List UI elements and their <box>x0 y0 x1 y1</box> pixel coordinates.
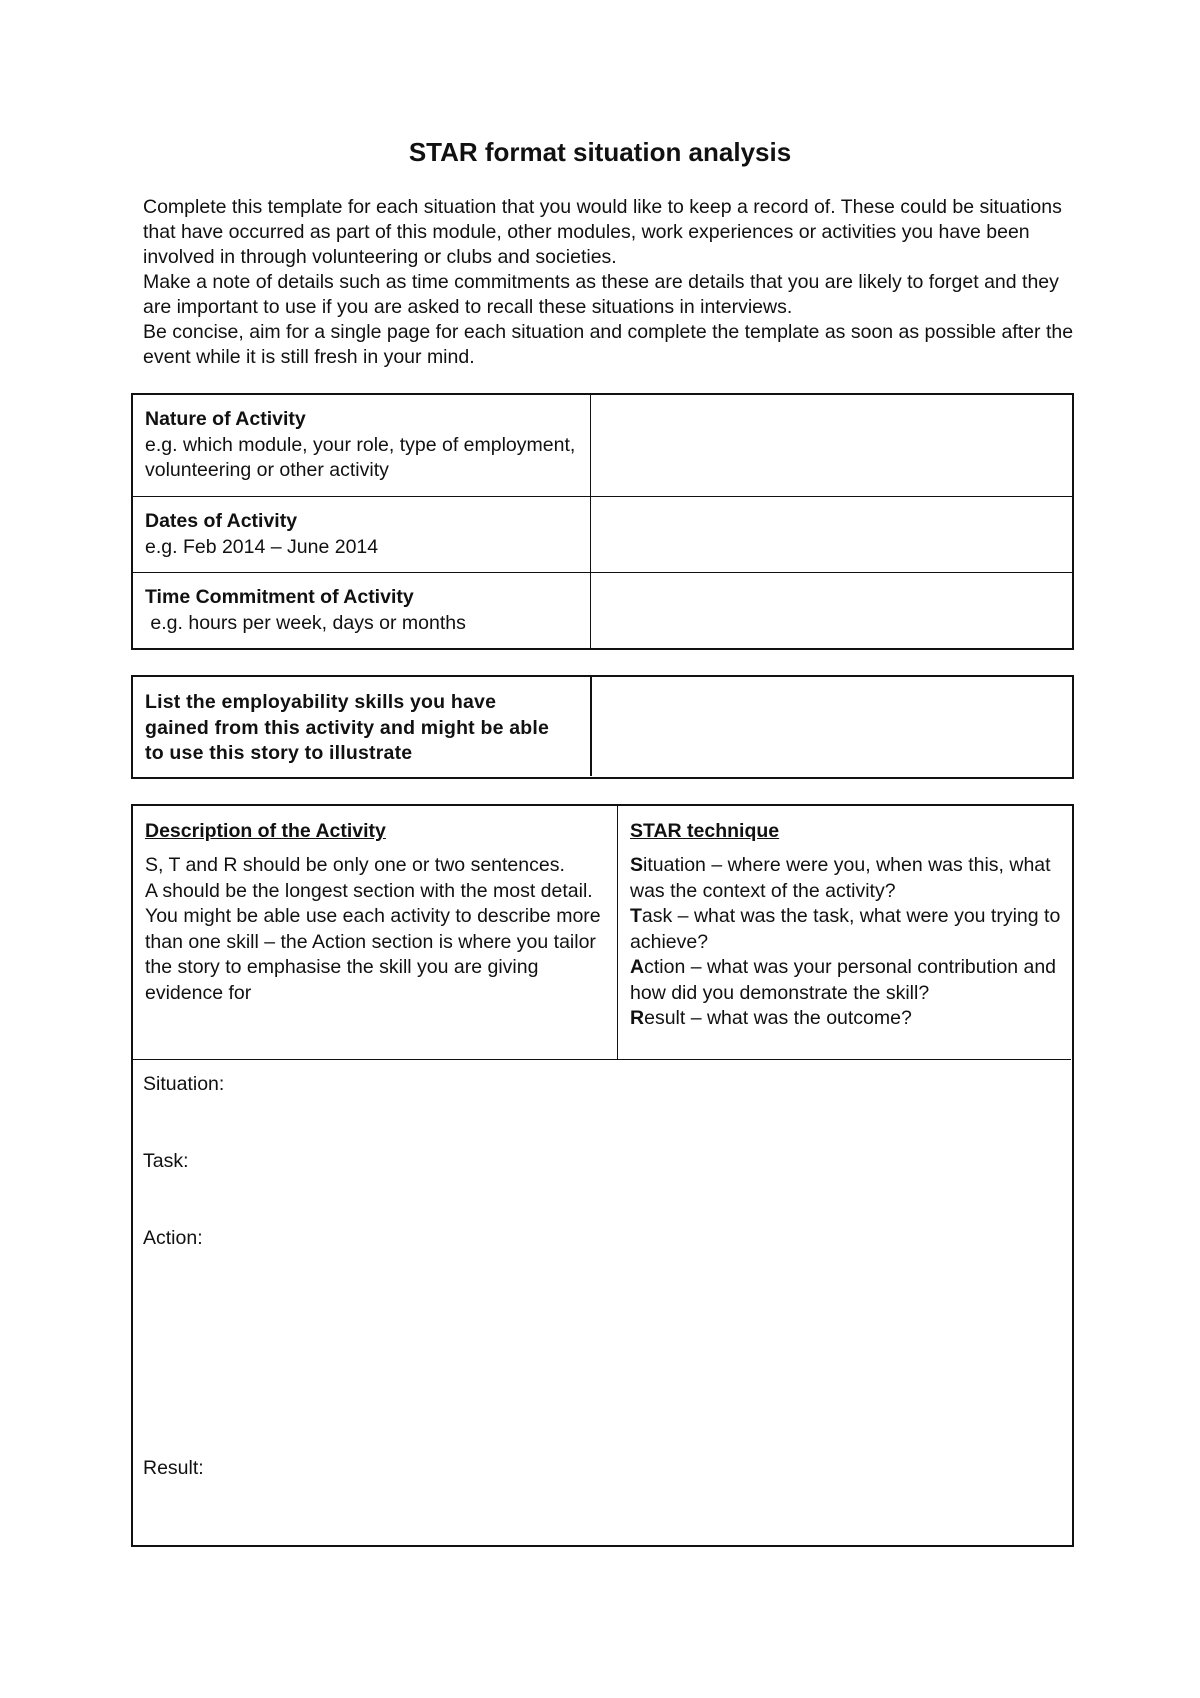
time-commitment-label <box>133 573 590 648</box>
technique-heading: STAR technique <box>630 820 780 842</box>
skills-field[interactable] <box>592 677 1071 776</box>
description-line: You might be able use each activity to describe more than one skill – the Action section is where you tailor the story to emphasise the skill you are giving evidence for <box>145 905 601 1004</box>
description-line: S, T and R should be only one or two sentences. <box>145 854 565 876</box>
intro-text <box>143 195 1083 370</box>
situation-label: Situation: <box>143 1073 225 1095</box>
technique-cell <box>630 820 1066 1032</box>
nature-of-activity-label <box>133 395 590 496</box>
dates-of-activity-label <box>133 497 590 572</box>
description-heading: Description of the Activity <box>145 820 386 842</box>
intro-paragraph: Complete this template for each situation that you would like to keep a record of. These could be situations that have occurred as part of this module, other modules, work experiences or activities you have been involved in through volunteering or clubs and societies. <box>143 196 1062 268</box>
row-hint: e.g. hours per week, days or months <box>145 611 466 634</box>
page-title: STAR format situation analysis <box>408 137 792 167</box>
row-label: Dates of Activity <box>145 510 298 532</box>
technique-item-situation: Situation – where were you, when was this, what was the context of the activity? <box>630 854 1051 902</box>
description-cell <box>145 820 613 1006</box>
skills-table <box>131 675 1074 779</box>
star-response-area[interactable] <box>133 1061 1071 1544</box>
row-label: Time Commitment of Activity <box>145 586 414 608</box>
technique-item-action: Action – what was your personal contribution and how did you demonstrate the skill? <box>630 956 1057 1004</box>
action-label: Action: <box>143 1227 203 1249</box>
dates-of-activity-field[interactable] <box>591 497 1072 572</box>
intro-paragraph: Make a note of details such as time commitments as these are details that you are likely to forget and they are important to use if you are asked to recall these situations in interviews. <box>143 271 1059 318</box>
row-label: Nature of Activity <box>145 408 306 430</box>
intro-paragraph: Be concise, aim for a single page for each situation and complete the template as soon as possible after the event while it is still fresh in your mind. <box>143 321 1074 368</box>
skills-label: List the employability skills you have gained from this activity and might be able to use this story to illustrate <box>145 691 550 764</box>
time-commitment-field[interactable] <box>591 573 1072 648</box>
row-hint: e.g. Feb 2014 – June 2014 <box>145 535 379 558</box>
result-label: Result: <box>143 1457 204 1479</box>
activity-table <box>131 393 1074 650</box>
row-hint: e.g. which module, your role, type of employment, volunteering or other activity <box>145 433 576 481</box>
nature-of-activity-field[interactable] <box>591 395 1072 496</box>
task-label: Task: <box>143 1150 189 1172</box>
technique-item-task: Task – what was the task, what were you trying to achieve? <box>630 905 1061 953</box>
star-table <box>131 804 1074 1547</box>
technique-item-result: Result – what was the outcome? <box>630 1007 912 1029</box>
description-line: A should be the longest section with the most detail. <box>145 879 593 902</box>
